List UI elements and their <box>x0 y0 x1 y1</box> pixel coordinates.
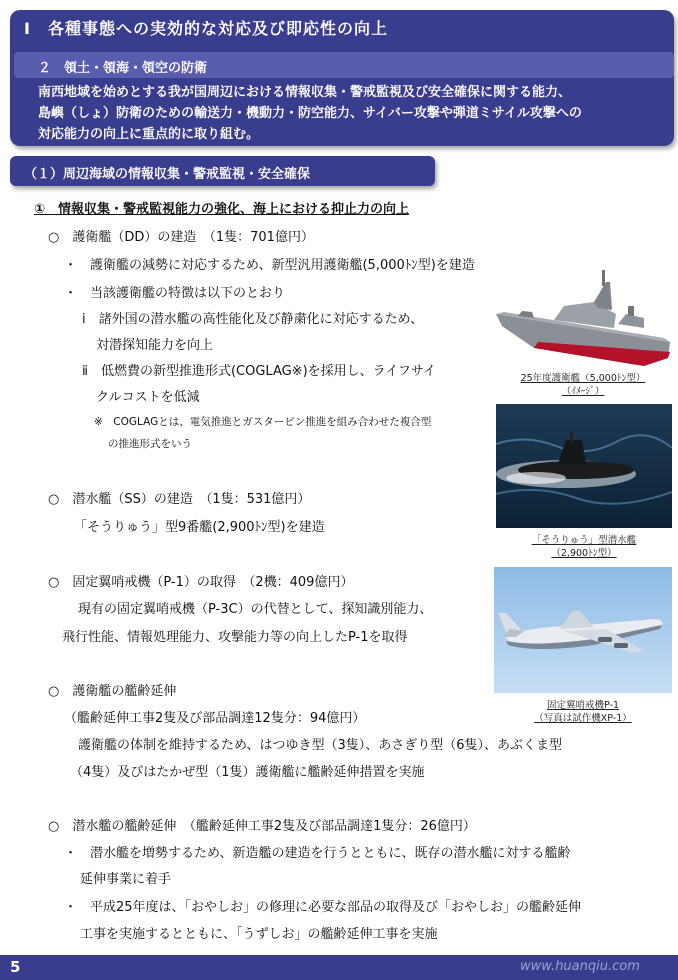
dd-ext-detail: （艦齢延伸工事2隻及び部品調達12隻分：94億円） <box>64 711 366 726</box>
ss-ext-bullet-1: ・ 潜水艦を増勢するため、新造艦の建造を行うとともに、既存の潜水艦に対する艦齢 <box>64 846 571 861</box>
dd-ext-title: ○ 護衛艦の艦齢延伸 <box>48 684 177 699</box>
submarine-image <box>496 404 672 528</box>
dd-note: ※ COGLAGとは、電気推進とガスタービン推進を組み合わせた複合型 <box>94 416 432 428</box>
description-line: 南西地域を始めとする我が国周辺における情報収集・警戒監視及び安全確保に関する能力、 <box>38 85 572 100</box>
dd-ext-desc-cont: （4隻）及びはたかぜ型（1隻）護衛艦に艦齢延伸措置を実施 <box>70 765 425 780</box>
header-description <box>38 82 678 145</box>
dd-bullet-1: ・ 護衛艦の減勢に対応するため、新型汎用護衛艦(5,000ﾄﾝ型)を建造 <box>64 258 475 273</box>
description-line: 島嶼（しょ）防衛のための輸送力・機動力・防空能力、サイバー攻撃や弾道ミサイル攻撃への <box>38 106 582 121</box>
aircraft-image <box>494 567 672 693</box>
p1-desc: 現有の固定翼哨戒機（P-3C）の代替として、探知識別能力、 <box>78 602 433 617</box>
ss-ext-bullet-2: ・ 平成25年度は、「おやしお」の修理に必要な部品の取得及び「おやしお」の艦齢延伸 <box>64 900 582 915</box>
destroyer-caption: 25年度護衛艦（5,000ﾄﾝ型） <box>520 373 646 384</box>
dd-note-cont: の推進形式をいう <box>108 438 192 450</box>
dd-bullet-2: ・ 当該護衛艦の特徴は以下のとおり <box>64 286 286 301</box>
ss-ext-bullet-2-cont: 工事を実施するとともに、「うずしお」の艦齢延伸工事を実施 <box>80 927 438 942</box>
destroyer-caption-sub: （ｲﾒｰｼﾞ） <box>561 386 605 397</box>
p1-title: ○ 固定翼哨戒機（P-1）の取得 （2機：409億円） <box>48 575 354 590</box>
ss-ext-title: ○ 潜水艦の艦齢延伸 （艦齢延伸工事2隻及び部品調達1隻分：26億円） <box>48 819 476 834</box>
section-heading: ① 情報収集・警戒監視能力の強化、海上における抑止力の向上 <box>34 202 410 217</box>
destroyer-image <box>494 262 672 368</box>
p1-desc-cont: 飛行性能、情報処理能力、攻撃能力等の向上したP-1を取得 <box>62 630 408 645</box>
ss-ext-bullet-1-cont: 延伸事業に着手 <box>80 872 172 887</box>
page-subtitle: ２ 領土・領海・領空の防衛 <box>38 61 208 76</box>
page-number: 5 <box>10 958 21 976</box>
submarine-caption-sub: （2,900ﾄﾝ型） <box>551 548 617 559</box>
aircraft-caption-sub: （写真は試作機XP-1） <box>534 713 632 724</box>
dd-feature-1-cont: 対潜探知能力を向上 <box>96 338 214 353</box>
watermark: www.huanqiu.com <box>520 959 640 974</box>
aircraft-caption: 固定翼哨戒機P-1 <box>547 700 619 711</box>
dd-ext-desc: 護衛艦の体制を維持するため、はつゆき型（3隻）、あさぎり型（6隻）、あぶくま型 <box>78 738 563 753</box>
dd-feature-1: ⅰ 諸外国の潜水艦の高性能化及び静粛化に対応するため、 <box>82 312 424 327</box>
page-title: Ⅰ 各種事態への実効的な対応及び即応性の向上 <box>24 19 388 38</box>
submarine-caption: 「そうりゅう」型潜水艦 <box>531 535 637 546</box>
dd-title: ○ 護衛艦（DD）の建造 （1隻：701億円） <box>48 230 314 245</box>
ss-desc: 「そうりゅう」型9番艦(2,900ﾄﾝ型)を建造 <box>74 520 325 535</box>
dd-feature-2-cont: クルコストを低減 <box>96 390 200 405</box>
ss-title: ○ 潜水艦（SS）の建造 （1隻：531億円） <box>48 492 311 507</box>
description-line: 対応能力の向上に重点的に取り組む。 <box>38 127 260 142</box>
section-title: （１）周辺海域の情報収集・警戒監視・安全確保 <box>24 167 311 182</box>
dd-feature-2: ⅱ 低燃費の新型推進形式(COGLAG※)を採用し、ライフサイ <box>82 364 436 379</box>
